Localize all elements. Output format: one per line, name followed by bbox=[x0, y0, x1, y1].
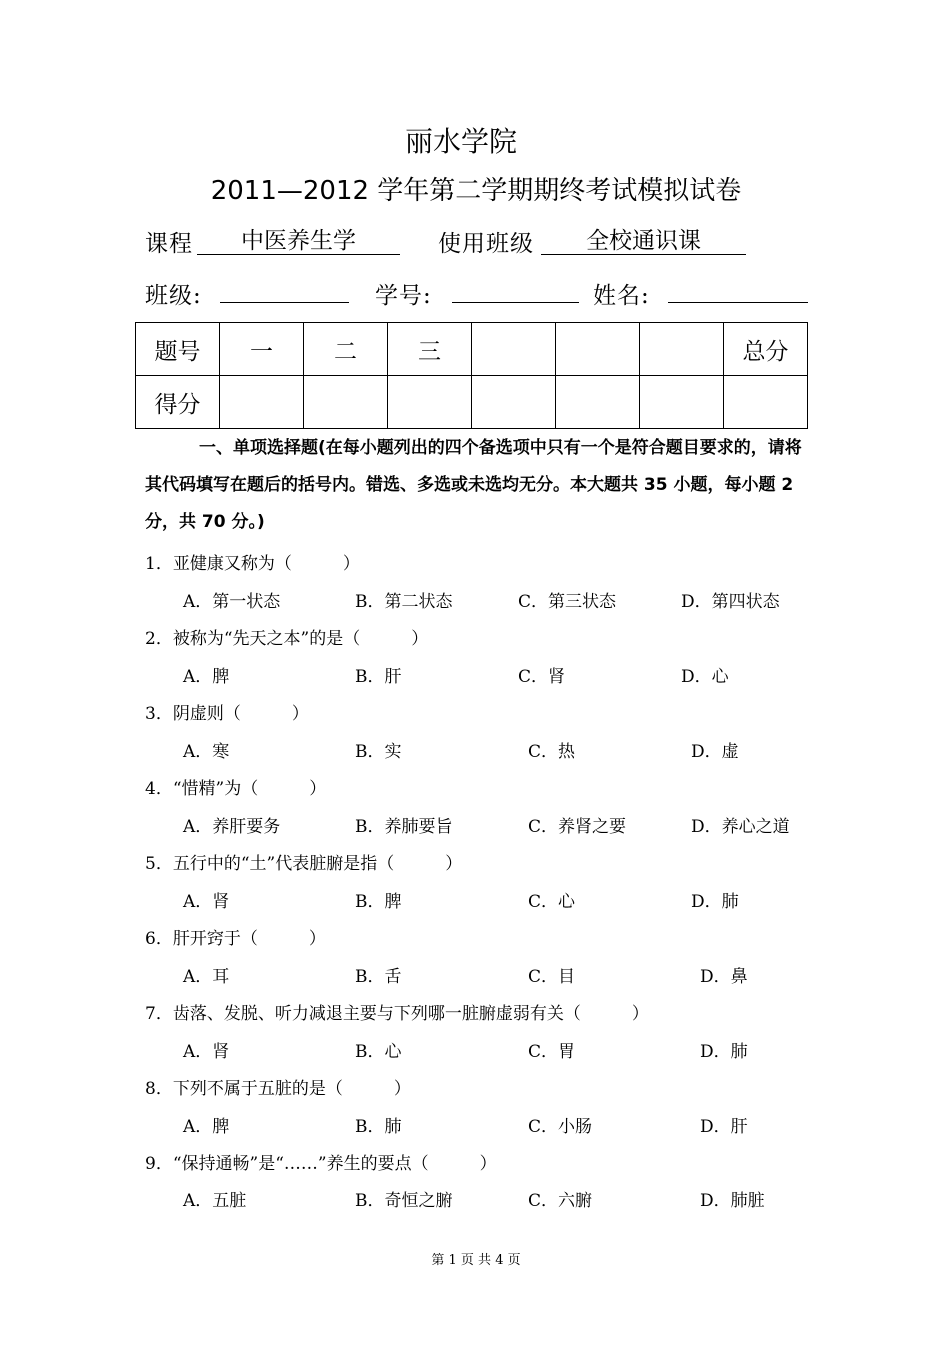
score-cell: 总分 bbox=[724, 323, 808, 376]
question-stem: 8．下列不属于五脏的是（ ） bbox=[145, 1079, 411, 1099]
option: D．肺 bbox=[700, 1042, 748, 1062]
score-table bbox=[135, 322, 808, 429]
question-stem: 4．“惜精”为（ ） bbox=[145, 779, 327, 799]
name-field[interactable] bbox=[668, 270, 808, 303]
option: B．第二状态 bbox=[355, 592, 453, 612]
score-cell[interactable] bbox=[388, 376, 472, 429]
class-label: 班级: bbox=[145, 283, 202, 309]
option: D．第四状态 bbox=[681, 592, 780, 612]
option: A．耳 bbox=[183, 967, 230, 987]
option: C．胃 bbox=[528, 1042, 576, 1062]
class-use-label: 使用班级 bbox=[438, 231, 534, 257]
score-cell: 三 bbox=[388, 323, 472, 376]
option: C．热 bbox=[528, 742, 576, 762]
option: B．奇恒之腑 bbox=[355, 1191, 453, 1211]
score-cell bbox=[640, 323, 724, 376]
option: C．肾 bbox=[518, 667, 566, 687]
score-cell bbox=[472, 323, 556, 376]
question-stem: 2．被称为“先天之本”的是（ ） bbox=[145, 629, 429, 649]
section-instruction bbox=[145, 430, 815, 541]
name-label: 姓名: bbox=[593, 283, 650, 309]
course-label: 课程 bbox=[145, 231, 193, 257]
option: D．肝 bbox=[700, 1117, 748, 1137]
question-stem: 3．阴虚则（ ） bbox=[145, 704, 309, 724]
option: D．肺脏 bbox=[700, 1191, 765, 1211]
student-id-label: 学号: bbox=[375, 283, 432, 309]
option: C．六腑 bbox=[528, 1191, 593, 1211]
question-stem: 6．肝开窍于（ ） bbox=[145, 929, 326, 949]
option: B．实 bbox=[355, 742, 402, 762]
question-stem: 9．“保持通畅”是“……”养生的要点（ ） bbox=[145, 1154, 497, 1174]
score-table-score-row bbox=[136, 376, 808, 429]
option: C．目 bbox=[528, 967, 576, 987]
score-cell: 一 bbox=[220, 323, 304, 376]
option: A．肾 bbox=[183, 892, 230, 912]
option: C．养肾之要 bbox=[528, 817, 627, 837]
option: A．脾 bbox=[183, 1117, 230, 1137]
score-cell[interactable] bbox=[472, 376, 556, 429]
option: B．舌 bbox=[355, 967, 402, 987]
score-table-header-row bbox=[136, 323, 808, 376]
option: B．脾 bbox=[355, 892, 402, 912]
option: C．小肠 bbox=[528, 1117, 593, 1137]
score-cell[interactable] bbox=[220, 376, 304, 429]
score-cell[interactable] bbox=[304, 376, 388, 429]
option: B．养肺要旨 bbox=[355, 817, 453, 837]
option: C．心 bbox=[528, 892, 576, 912]
question-stem: 7．齿落、发脱、听力减退主要与下列哪一脏腑虚弱有关（ ） bbox=[145, 1004, 649, 1024]
option: A．养肝要务 bbox=[183, 817, 281, 837]
exam-title: 2011—2012 学年第二学期期终考试模拟试卷 bbox=[210, 176, 742, 206]
option: B．肺 bbox=[355, 1117, 402, 1137]
option: D．虚 bbox=[691, 742, 739, 762]
class-field[interactable] bbox=[220, 270, 349, 303]
score-cell[interactable] bbox=[556, 376, 640, 429]
school-name: 丽水学院 bbox=[404, 125, 517, 158]
option: A．脾 bbox=[183, 667, 230, 687]
score-cell[interactable] bbox=[724, 376, 808, 429]
option: B．肝 bbox=[355, 667, 402, 687]
option: A．五脏 bbox=[183, 1191, 247, 1211]
question-stem: 5．五行中的“土”代表脏腑是指（ ） bbox=[145, 854, 463, 874]
score-cell: 得分 bbox=[136, 376, 220, 429]
student-id-field[interactable] bbox=[452, 270, 579, 303]
option: D．养心之道 bbox=[691, 817, 790, 837]
option: C．第三状态 bbox=[518, 592, 617, 612]
section-instruction-text: 一、单项选择题(在每小题列出的四个备选项中只有一个是符合题目要求的，请将其代码填写在题后的括号内。错选、多选或未选均无分。本大题共 35 小题，每小题 2 分，共 70 分。) bbox=[145, 438, 802, 532]
option: A．肾 bbox=[183, 1042, 230, 1062]
option: A．寒 bbox=[183, 742, 230, 762]
course-value: 中医养生学 bbox=[197, 222, 400, 255]
option: A．第一状态 bbox=[183, 592, 281, 612]
option: D．心 bbox=[681, 667, 729, 687]
question-stem: 1．亚健康又称为（ ） bbox=[145, 554, 360, 574]
class-use-value: 全校通识课 bbox=[541, 222, 746, 255]
score-cell: 二 bbox=[304, 323, 388, 376]
page-number: 第 1 页 共 4 页 bbox=[431, 1253, 521, 1268]
option: D．鼻 bbox=[700, 967, 748, 987]
score-cell bbox=[556, 323, 640, 376]
option: D．肺 bbox=[691, 892, 739, 912]
option: B．心 bbox=[355, 1042, 402, 1062]
score-cell[interactable] bbox=[640, 376, 724, 429]
score-cell: 题号 bbox=[136, 323, 220, 376]
